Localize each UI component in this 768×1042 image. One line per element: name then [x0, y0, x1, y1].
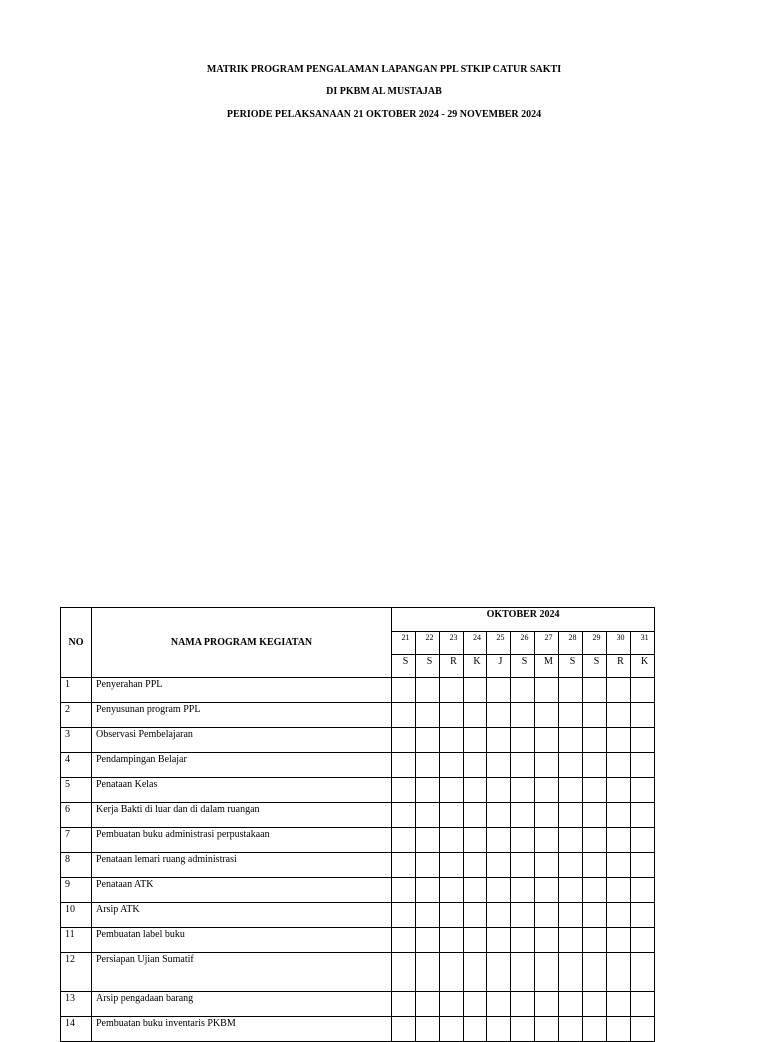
schedule-cell — [559, 928, 583, 953]
row-program-name: Pembuatan label buku — [92, 928, 392, 953]
schedule-cell — [631, 928, 655, 953]
header-month: OKTOBER 2024 — [392, 608, 655, 632]
schedule-cell — [511, 753, 535, 778]
schedule-cell — [440, 878, 464, 903]
schedule-cell — [511, 928, 535, 953]
schedule-cell — [511, 828, 535, 853]
header-date-cell: 26 — [511, 632, 535, 655]
schedule-cell — [487, 903, 511, 928]
table-row — [61, 728, 655, 753]
schedule-cell — [559, 678, 583, 703]
schedule-cell — [392, 928, 416, 953]
document-period: PERIODE PELAKSANAAN 21 OKTOBER 2024 - 29 NOVEMBER 2024 — [226, 109, 542, 120]
row-number: 1 — [61, 678, 92, 703]
header-date-cell: 21 — [392, 632, 416, 655]
schedule-cell — [535, 778, 559, 803]
program-matrix-table — [60, 607, 655, 1042]
schedule-cell — [440, 992, 464, 1017]
schedule-cell — [559, 778, 583, 803]
document-subtitle: DI PKBM AL MUSTAJAB — [326, 86, 442, 97]
schedule-cell — [487, 1017, 511, 1042]
header-day-cell: K — [464, 655, 487, 678]
schedule-cell — [583, 953, 607, 992]
schedule-cell — [392, 853, 416, 878]
schedule-cell — [631, 953, 655, 992]
header-day-cell: S — [583, 655, 607, 678]
schedule-cell — [416, 803, 440, 828]
schedule-cell — [416, 878, 440, 903]
table-row — [61, 828, 655, 853]
schedule-cell — [416, 703, 440, 728]
header-date-cell: 23 — [440, 632, 464, 655]
schedule-cell — [464, 728, 487, 753]
schedule-cell — [535, 853, 559, 878]
schedule-cell — [487, 828, 511, 853]
header-date-cell: 24 — [464, 632, 487, 655]
schedule-cell — [607, 903, 631, 928]
header-date-cell: 22 — [416, 632, 440, 655]
schedule-cell — [559, 992, 583, 1017]
schedule-cell — [583, 828, 607, 853]
schedule-cell — [392, 992, 416, 1017]
schedule-cell — [583, 992, 607, 1017]
schedule-cell — [631, 753, 655, 778]
header-day-cell: S — [559, 655, 583, 678]
matrix-body — [61, 678, 655, 1042]
schedule-cell — [392, 678, 416, 703]
table-row — [61, 903, 655, 928]
schedule-cell — [631, 1017, 655, 1042]
schedule-cell — [392, 828, 416, 853]
schedule-cell — [487, 753, 511, 778]
row-number: 2 — [61, 703, 92, 728]
schedule-cell — [440, 828, 464, 853]
table-row — [61, 992, 655, 1017]
schedule-cell — [583, 1017, 607, 1042]
row-program-name: Pendampingan Belajar — [92, 753, 392, 778]
schedule-cell — [535, 953, 559, 992]
schedule-cell — [535, 703, 559, 728]
schedule-cell — [416, 678, 440, 703]
schedule-cell — [631, 853, 655, 878]
header-date-cell: 30 — [607, 632, 631, 655]
schedule-cell — [392, 878, 416, 903]
schedule-cell — [487, 953, 511, 992]
header-day-cell: R — [607, 655, 631, 678]
schedule-cell — [535, 928, 559, 953]
schedule-cell — [559, 828, 583, 853]
schedule-cell — [535, 678, 559, 703]
schedule-cell — [631, 828, 655, 853]
schedule-cell — [464, 703, 487, 728]
schedule-cell — [416, 828, 440, 853]
header-day-cell: S — [511, 655, 535, 678]
schedule-cell — [464, 778, 487, 803]
schedule-cell — [416, 992, 440, 1017]
schedule-cell — [416, 928, 440, 953]
table-row — [61, 753, 655, 778]
schedule-cell — [583, 753, 607, 778]
header-program-name: NAMA PROGRAM KEGIATAN — [92, 608, 392, 678]
header-day-cell: J — [487, 655, 511, 678]
schedule-cell — [464, 803, 487, 828]
schedule-cell — [631, 903, 655, 928]
schedule-cell — [416, 853, 440, 878]
schedule-cell — [464, 903, 487, 928]
schedule-cell — [464, 828, 487, 853]
row-number: 7 — [61, 828, 92, 853]
schedule-cell — [607, 728, 631, 753]
table-row — [61, 778, 655, 803]
row-number: 13 — [61, 992, 92, 1017]
schedule-cell — [607, 953, 631, 992]
schedule-cell — [511, 803, 535, 828]
schedule-cell — [583, 853, 607, 878]
row-program-name: Arsip pengadaan barang — [92, 992, 392, 1017]
row-program-name: Penyerahan PPL — [92, 678, 392, 703]
schedule-cell — [464, 878, 487, 903]
schedule-cell — [440, 778, 464, 803]
schedule-cell — [487, 928, 511, 953]
schedule-cell — [559, 1017, 583, 1042]
schedule-cell — [487, 853, 511, 878]
schedule-cell — [464, 953, 487, 992]
header-date-cell: 27 — [535, 632, 559, 655]
table-row — [61, 953, 655, 992]
schedule-cell — [559, 903, 583, 928]
table-row — [61, 878, 655, 903]
schedule-cell — [416, 728, 440, 753]
schedule-cell — [440, 953, 464, 992]
table-row — [61, 928, 655, 953]
table-row — [61, 803, 655, 828]
schedule-cell — [607, 703, 631, 728]
schedule-cell — [511, 1017, 535, 1042]
schedule-cell — [511, 903, 535, 928]
header-day-cell: K — [631, 655, 655, 678]
schedule-cell — [511, 703, 535, 728]
row-number: 11 — [61, 928, 92, 953]
row-number: 9 — [61, 878, 92, 903]
schedule-cell — [511, 878, 535, 903]
schedule-cell — [464, 928, 487, 953]
schedule-cell — [559, 878, 583, 903]
schedule-cell — [464, 678, 487, 703]
schedule-cell — [607, 828, 631, 853]
schedule-cell — [583, 728, 607, 753]
row-program-name: Penataan lemari ruang administrasi — [92, 853, 392, 878]
schedule-cell — [511, 678, 535, 703]
schedule-cell — [631, 878, 655, 903]
schedule-cell — [607, 928, 631, 953]
schedule-cell — [583, 903, 607, 928]
schedule-cell — [392, 1017, 416, 1042]
document-title: MATRIK PROGRAM PENGALAMAN LAPANGAN PPL STKIP CATUR SAKTI — [206, 64, 562, 75]
schedule-cell — [440, 928, 464, 953]
schedule-cell — [392, 703, 416, 728]
schedule-cell — [416, 903, 440, 928]
schedule-cell — [607, 753, 631, 778]
schedule-cell — [535, 828, 559, 853]
schedule-cell — [392, 728, 416, 753]
schedule-cell — [631, 803, 655, 828]
schedule-cell — [392, 903, 416, 928]
row-program-name: Kerja Bakti di luar dan di dalam ruangan — [92, 803, 392, 828]
schedule-cell — [583, 778, 607, 803]
header-no: NO — [61, 608, 92, 678]
row-program-name: Arsip ATK — [92, 903, 392, 928]
schedule-cell — [607, 992, 631, 1017]
schedule-cell — [440, 678, 464, 703]
schedule-cell — [535, 728, 559, 753]
schedule-cell — [583, 803, 607, 828]
schedule-cell — [607, 678, 631, 703]
row-number: 14 — [61, 1017, 92, 1042]
schedule-cell — [487, 803, 511, 828]
schedule-cell — [487, 778, 511, 803]
schedule-cell — [464, 992, 487, 1017]
table-row — [61, 703, 655, 728]
header-day-cell: M — [535, 655, 559, 678]
schedule-cell — [535, 992, 559, 1017]
schedule-cell — [511, 853, 535, 878]
schedule-cell — [511, 992, 535, 1017]
schedule-cell — [487, 678, 511, 703]
schedule-cell — [440, 903, 464, 928]
schedule-cell — [559, 753, 583, 778]
schedule-cell — [440, 1017, 464, 1042]
table-row — [61, 678, 655, 703]
schedule-cell — [607, 1017, 631, 1042]
row-program-name: Penataan Kelas — [92, 778, 392, 803]
schedule-cell — [464, 1017, 487, 1042]
schedule-cell — [535, 1017, 559, 1042]
schedule-cell — [440, 753, 464, 778]
row-number: 4 — [61, 753, 92, 778]
schedule-cell — [631, 778, 655, 803]
schedule-cell — [607, 878, 631, 903]
schedule-cell — [464, 753, 487, 778]
row-number: 6 — [61, 803, 92, 828]
row-program-name: Penataan ATK — [92, 878, 392, 903]
schedule-cell — [583, 678, 607, 703]
row-number: 12 — [61, 953, 92, 992]
schedule-cell — [559, 728, 583, 753]
schedule-cell — [583, 928, 607, 953]
schedule-cell — [487, 728, 511, 753]
schedule-cell — [392, 778, 416, 803]
schedule-cell — [535, 878, 559, 903]
row-number: 10 — [61, 903, 92, 928]
schedule-cell — [392, 953, 416, 992]
header-day-cell: S — [392, 655, 416, 678]
header-date-cell: 31 — [631, 632, 655, 655]
schedule-cell — [416, 753, 440, 778]
schedule-cell — [559, 953, 583, 992]
schedule-cell — [535, 753, 559, 778]
schedule-cell — [464, 853, 487, 878]
schedule-cell — [559, 853, 583, 878]
schedule-cell — [440, 853, 464, 878]
table-row — [61, 1017, 655, 1042]
header-date-cell: 28 — [559, 632, 583, 655]
schedule-cell — [440, 703, 464, 728]
schedule-cell — [487, 878, 511, 903]
schedule-cell — [583, 703, 607, 728]
schedule-cell — [559, 703, 583, 728]
schedule-cell — [416, 1017, 440, 1042]
schedule-cell — [535, 803, 559, 828]
row-program-name: Observasi Pembelajaran — [92, 728, 392, 753]
header-day-cell: R — [440, 655, 464, 678]
header-date-cell: 25 — [487, 632, 511, 655]
row-number: 8 — [61, 853, 92, 878]
schedule-cell — [631, 678, 655, 703]
schedule-cell — [392, 803, 416, 828]
schedule-cell — [631, 728, 655, 753]
schedule-cell — [416, 953, 440, 992]
row-program-name: Penyusunan program PPL — [92, 703, 392, 728]
schedule-cell — [511, 778, 535, 803]
schedule-cell — [607, 853, 631, 878]
schedule-cell — [440, 803, 464, 828]
schedule-cell — [487, 703, 511, 728]
schedule-cell — [607, 778, 631, 803]
schedule-cell — [607, 803, 631, 828]
schedule-cell — [559, 803, 583, 828]
schedule-cell — [416, 778, 440, 803]
schedule-cell — [511, 953, 535, 992]
row-number: 5 — [61, 778, 92, 803]
row-program-name: Persiapan Ujian Sumatif — [92, 953, 392, 992]
schedule-cell — [535, 903, 559, 928]
row-program-name: Pembuatan buku administrasi perpustakaan — [92, 828, 392, 853]
header-date-cell: 29 — [583, 632, 607, 655]
schedule-cell — [440, 728, 464, 753]
schedule-cell — [511, 728, 535, 753]
schedule-cell — [631, 703, 655, 728]
table-row — [61, 853, 655, 878]
row-program-name: Pembuatan buku inventaris PKBM — [92, 1017, 392, 1042]
schedule-cell — [583, 878, 607, 903]
schedule-cell — [392, 753, 416, 778]
schedule-cell — [487, 992, 511, 1017]
schedule-cell — [631, 992, 655, 1017]
header-day-cell: S — [416, 655, 440, 678]
row-number: 3 — [61, 728, 92, 753]
